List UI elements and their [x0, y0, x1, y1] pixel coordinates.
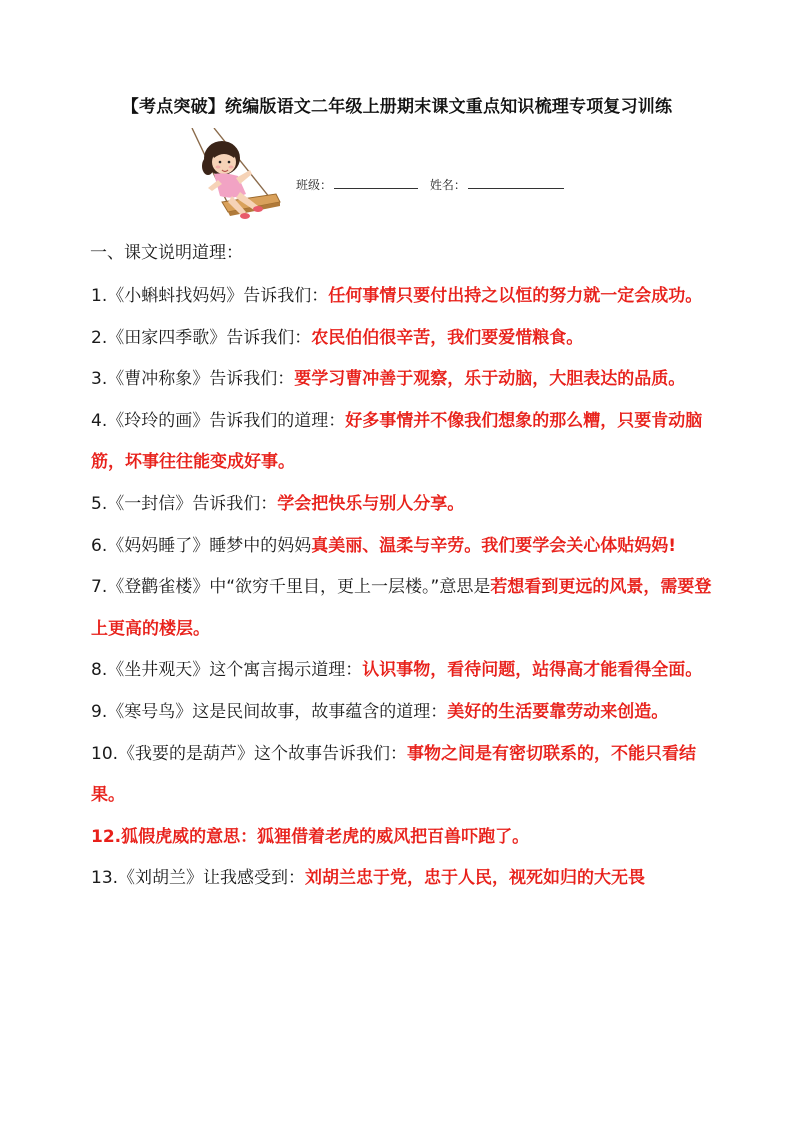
- girl-on-swing-illustration: [184, 128, 288, 224]
- page-title: 【考点突破】统编版语文二年级上册期末课文重点知识梳理专项复习训练: [121, 97, 673, 117]
- item-lead: 6.《妈妈睡了》睡梦中的妈妈: [91, 535, 312, 556]
- item-answer: 真美丽、温柔与辛劳。我们要学会关心体贴妈妈!: [311, 535, 676, 556]
- item-answer: 好多事情并不像我们想象的那么糟，只要肯动脑筋，坏事往往能变成好事。: [91, 410, 703, 473]
- knowledge-list: [91, 276, 713, 900]
- item-answer: 农民伯伯很辛苦，我们要爱惜粮食。: [311, 327, 584, 348]
- item-answer: 刘胡兰忠于党，忠于人民，视死如归的大无畏: [305, 868, 646, 889]
- item-answer: 事物之间是有密切联系的，不能只看结果。: [91, 743, 697, 806]
- item-answer: 任何事情只要付出持之以恒的努力就一定会成功。: [328, 286, 703, 306]
- item-answer: 认识事物，看待问题，站得高才能看得全面。: [362, 660, 703, 681]
- list-item: [91, 734, 713, 817]
- item-answer: 若想看到更远的风景，需要登上更高的楼层。: [91, 577, 712, 639]
- name-blank-line[interactable]: [468, 187, 564, 189]
- item-lead: 7.《登鹳雀楼》中“欲穷千里目，更上一层楼。”意思是: [91, 577, 491, 598]
- class-blank-line[interactable]: [334, 187, 418, 189]
- item-answer: 美好的生活要靠劳动来创造。: [447, 701, 669, 722]
- item-answer: 学会把快乐与别人分享。: [277, 493, 465, 514]
- item-answer: 要学习曹冲善于观察，乐于动脑，大胆表达的品质。: [294, 369, 686, 390]
- list-item: [91, 484, 713, 526]
- item-lead: 2.《田家四季歌》告诉我们：: [91, 327, 312, 348]
- item-lead: 5.《一封信》告诉我们：: [91, 493, 278, 514]
- list-item: [91, 276, 713, 318]
- item-lead: 3.《曹冲称象》告诉我们：: [91, 369, 295, 390]
- item-lead: 1.《小蝌蚪找妈妈》告诉我们：: [91, 286, 329, 306]
- item-lead: 8.《坐井观天》这个寓言揭示道理：: [91, 660, 363, 681]
- item-lead: 10.《我要的是葫芦》这个故事告诉我们：: [91, 743, 408, 764]
- name-label: 姓名：: [429, 178, 466, 192]
- student-info-row: [296, 176, 564, 193]
- item-lead: 9.《寒号鸟》这是民间故事，故事蕴含的道理：: [91, 701, 448, 722]
- list-item: [91, 567, 713, 650]
- list-item: [91, 359, 713, 401]
- item-lead: 4.《玲玲的画》告诉我们的道理：: [91, 410, 346, 431]
- section-heading: 一、课文说明道理：: [90, 243, 243, 263]
- list-item: [91, 650, 713, 692]
- item-answer: 12.狐假虎威的意思：狐狸借着老虎的威风把百兽吓跑了。: [91, 826, 530, 847]
- list-item: [91, 526, 713, 568]
- list-item: [91, 692, 713, 734]
- class-label: 班级：: [296, 178, 333, 192]
- item-lead: 13.《刘胡兰》让我感受到：: [91, 868, 306, 889]
- list-item: [91, 817, 713, 859]
- list-item: [91, 401, 713, 484]
- list-item: [91, 858, 713, 900]
- list-item: [91, 318, 713, 360]
